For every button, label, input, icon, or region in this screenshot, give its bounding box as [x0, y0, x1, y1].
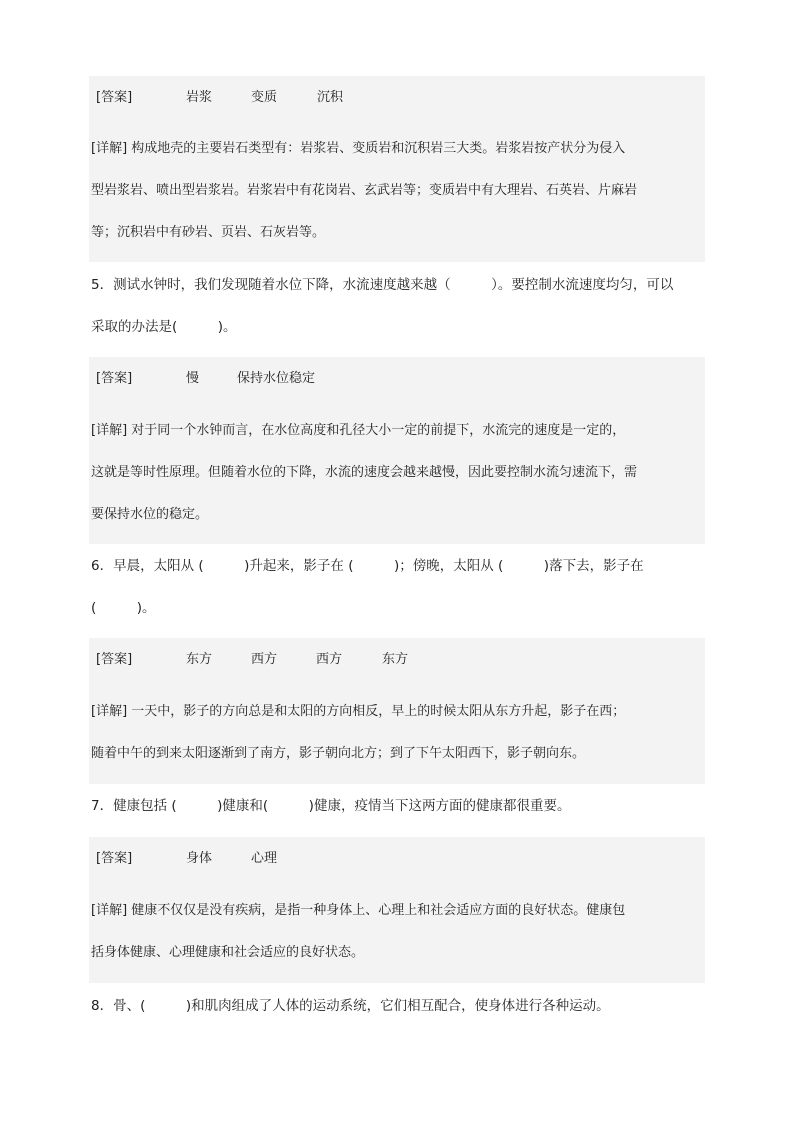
detail-line: 等；沉积岩中有砂岩、页岩、石灰岩等。: [91, 225, 326, 240]
detail-line: 这就是等时性原理。但随着水位的下降，水流的速度会越来越慢，因此要控制水流匀速流下，需: [91, 465, 638, 480]
detail-line: [详解] 对于同一个水钟而言，在水位高度和孔径大小一定的前提下，水流完的速度是一定的，: [91, 423, 626, 438]
answer-value: 东方: [382, 652, 409, 667]
answer-tag: [答案]: [96, 652, 133, 667]
answer-value: 岩浆: [186, 90, 213, 105]
question-8-line: 8．骨、( )和肌肉组成了人体的运动系统，它们相互配合，使身体进行各种运动。: [91, 998, 610, 1014]
detail-line: [详解] 一天中，影子的方向总是和太阳的方向相反，早上的时候太阳从东方升起，影子在西；: [91, 704, 626, 719]
detail-line: 括身体健康、心理健康和社会适应的良好状态。: [91, 945, 365, 960]
answer-value: 身体: [186, 851, 213, 866]
answer-value: 保持水位稳定: [237, 371, 316, 386]
answer-value: 沉积: [317, 90, 344, 105]
detail-line: [详解] 构成地壳的主要岩石类型有：岩浆岩、变质岩和沉积岩三大类。岩浆岩按产状分为侵入: [91, 141, 626, 156]
answer-tag: [答案]: [96, 851, 133, 866]
answer-value: 心理: [251, 851, 278, 866]
answer-tag: [答案]: [96, 371, 133, 386]
answer-value: 西方: [316, 652, 343, 667]
answer-value: 东方: [186, 652, 213, 667]
question-5-line: 5．测试水钟时，我们发现随着水位下降，水流速度越来越（ ）。要控制水流速度均匀，可以: [91, 277, 674, 293]
detail-line: [详解] 健康不仅仅是没有疾病，是指一种身体上、心理上和社会适应方面的良好状态。健康包: [91, 903, 626, 918]
detail-line: 型岩浆岩、喷出型岩浆岩。岩浆岩中有花岗岩、玄武岩等；变质岩中有大理岩、石英岩、片麻岩: [91, 183, 638, 198]
question-6-line: 6．早晨，太阳从 ( )升起来，影子在 ( )；傍晚，太阳从 ( )落下去，影子在: [91, 558, 644, 574]
question-6-line: ( )。: [91, 600, 156, 616]
detail-line: 随着中午的到来太阳逐渐到了南方，影子朝向北方；到了下午太阳西下，影子朝向东。: [91, 746, 586, 761]
answer-tag: [答案]: [96, 90, 133, 105]
answer-value: 西方: [251, 652, 278, 667]
answer-value: 慢: [186, 371, 200, 386]
question-7-line: 7．健康包括 ( )健康和( )健康，疫情当下这两方面的健康都很重要。: [91, 798, 571, 814]
answer-value: 变质: [251, 90, 278, 105]
question-5-line: 采取的办法是( )。: [91, 319, 237, 335]
detail-line: 要保持水位的稳定。: [91, 507, 209, 522]
